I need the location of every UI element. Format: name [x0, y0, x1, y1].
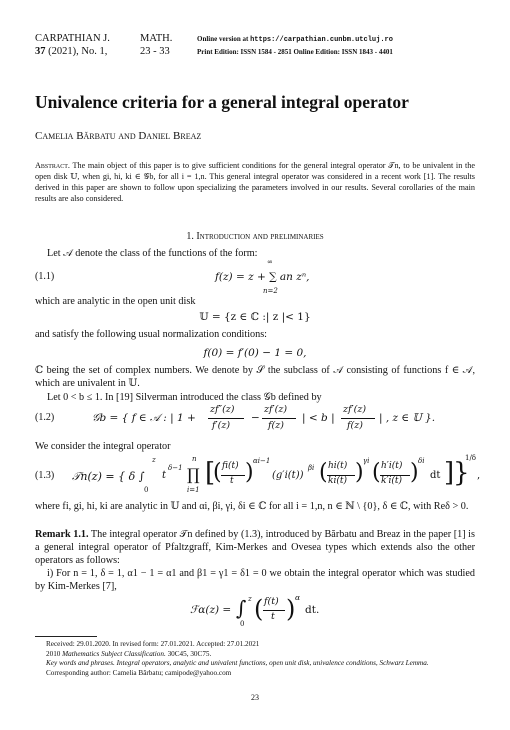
issn-line: Print Edition: ISSN 1584 - 2851 Online Edition: ISSN 1843 - 4401	[197, 48, 393, 56]
frac-bar	[341, 418, 375, 419]
eq13-prod-upper: n	[192, 455, 197, 463]
eq13-comma: ,	[477, 470, 481, 481]
journal-header	[35, 33, 485, 63]
footnote-msc	[35, 650, 475, 660]
paragraph: i) For n = 1, δ = 1, α1 − 1 = α1 and β1 = γ1 = δ1 = 0 we obtain the integral operator which was studied by Kim-Merkes [7],	[35, 568, 475, 592]
authors: Camelia Bărbatu and Daniel Breaz	[35, 130, 202, 142]
eq-last-int-lower: 0	[240, 620, 245, 628]
paren-open: (	[372, 460, 381, 485]
eq12-minus: −	[251, 412, 260, 424]
volume-rest: (2021), No. 1,	[48, 46, 108, 57]
eq-last-den: t	[271, 611, 275, 622]
frac-bar	[208, 418, 244, 419]
eq12-frac2-num: zf′(z)	[264, 404, 288, 415]
paragraph: We consider the integral operator	[35, 441, 171, 452]
eq12-mid: | < b |	[302, 412, 335, 424]
eq13-outer-power: 1/δ	[465, 454, 477, 462]
paren-open: (	[254, 595, 264, 623]
msc-year: 2010	[46, 649, 61, 658]
equation-normalization: f(0) = f′(0) − 1 = 0,	[203, 347, 307, 359]
paper-title: Univalence criteria for a general integral operator	[35, 92, 409, 112]
keywords-label: Key words and phrases.	[46, 659, 115, 668]
frac-bar	[262, 418, 296, 419]
paragraph: where fi, gi, hi, ki are analytic in 𝕌 and αi, βi, γi, δi ∈ ℂ for all i = 1,n, n ∈ ℕ \ {0}, δ ∈ ℂ, with Reδ > 0.	[35, 501, 469, 512]
footnote-corresponding: Corresponding author: Camelia Bărbatu; camipode@yahoo.com	[46, 668, 232, 677]
eq12-left: 𝒢b = { f ∈ 𝒜 : | 1 +	[92, 412, 196, 424]
online-url[interactable]: https://carpathian.cunbm.utcluj.ro	[250, 36, 393, 44]
eq12-frac3-num: zf′(z)	[343, 404, 367, 415]
volume-number: 37	[35, 46, 46, 57]
eq13-h-num: hi(t)	[328, 461, 348, 471]
eq11-main: f(z) = z + ∑ an zⁿ,	[215, 271, 310, 283]
paren-open: (	[319, 460, 328, 485]
equation-label: (1.3)	[35, 470, 55, 481]
eq13-prod-lower: i=1	[187, 486, 200, 494]
paragraph: ℂ being the set of complex numbers. We denote by 𝒮 the subclass of 𝒜 consisting of functions f ∈ 𝒜, which are univalent in 𝕌.	[35, 365, 475, 389]
equation-label: (1.2)	[35, 412, 55, 423]
eq13-int-upper: z	[152, 456, 156, 464]
journal-math: MATH.	[140, 33, 173, 44]
eq11-sum-upper: ∞	[267, 258, 273, 266]
footnote-received: Received: 29.01.2020. In revised form: 27.01.2021. Accepted: 27.01.2021	[46, 640, 260, 648]
msc-codes: 30C45, 30C75.	[167, 649, 212, 658]
integral-symbol: ∫	[236, 596, 247, 620]
eq12-frac3-den: f(z)	[347, 420, 363, 431]
bracket-close: ]	[444, 458, 455, 488]
equation-1-2	[92, 402, 482, 436]
eq13-g: (g′i(t))	[272, 470, 304, 481]
footnote-rule	[35, 636, 97, 637]
eq12-right: | , z ∈ 𝕌 }.	[379, 412, 436, 424]
paren-close: )	[410, 460, 419, 485]
eq13-hk-num: h′i(t)	[381, 461, 403, 471]
eq-last-power: α	[295, 593, 301, 602]
paren-open: (	[213, 460, 222, 485]
page-number: 23	[251, 693, 259, 702]
paren-close: )	[245, 460, 254, 485]
paren-close: )	[355, 460, 364, 485]
eq12-frac2-den: f(z)	[268, 420, 284, 431]
section-heading: 1. Introduction and preliminaries	[186, 231, 324, 242]
eq13-t-power: δ−1	[168, 464, 183, 472]
eq12-frac1-den: f′(z)	[212, 420, 231, 431]
eq13-t: t	[162, 470, 167, 481]
eq13-f-num: fi(t)	[222, 461, 239, 471]
bracket-open: [	[205, 458, 216, 488]
paragraph: which are analytic in the open unit disk	[35, 296, 196, 307]
abstract-label: Abstract.	[35, 161, 70, 170]
eq13-int-lower: 0	[144, 486, 149, 494]
equation-label: (1.1)	[35, 271, 55, 282]
eq-last-left: ℱα(z) =	[190, 604, 232, 616]
abstract	[35, 160, 475, 204]
product-symbol: ∏	[187, 465, 200, 484]
eq-last-dt: dt.	[305, 604, 320, 616]
eq-last-num: f(t)	[264, 596, 279, 607]
eq13-dt: dt	[430, 470, 441, 481]
eq13-gamma: γi	[363, 457, 370, 465]
eq13-h-den: ki(t)	[328, 476, 347, 486]
eq13-left: 𝒯n(z) = { δ ∫	[72, 470, 145, 483]
eq13-f-den: t	[230, 476, 234, 486]
journal-pages: 23 - 33	[140, 46, 170, 57]
equation-kim-merkes	[190, 593, 340, 627]
journal-name: CARPATHIAN J.	[35, 33, 110, 44]
paragraph: and satisfy the following usual normalization conditions:	[35, 329, 268, 340]
eq12-frac1-num: zf″(z)	[210, 404, 235, 415]
footnote-keywords	[35, 659, 475, 669]
eq13-alpha: αi−1	[253, 457, 271, 465]
paragraph: Let 0 < b ≤ 1. In [19] Silverman introduced the class 𝒢b defined by	[47, 392, 322, 403]
eq11-sum-lower: n=2	[263, 287, 278, 295]
journal-volume	[35, 46, 107, 57]
online-version	[197, 35, 393, 44]
paragraph: Let 𝒜 denote the class of the functions of the form:	[47, 248, 258, 259]
abstract-text: The main object of this paper is to give sufficient conditions for the general integral operator 𝒯n, to be univalent in the open disk 𝕌, when gi, hi, ki ∈ 𝒢b, for all i = 1,n. This general integral operator was considered in a recent work [1]. The results derived in this paper are shown to follow upon specializing the parameters involved in our results. Several corollaries of the main results are also considered.	[35, 161, 475, 203]
msc-label: Mathematics Subject Classification.	[62, 649, 166, 658]
eq-last-int-upper: z	[248, 595, 252, 603]
paren-close: )	[286, 595, 296, 623]
remark-label: Remark 1.1.	[35, 529, 89, 540]
brace-close: }	[453, 458, 470, 488]
eq13-hk-den: k′i(t)	[381, 476, 403, 486]
equation-1-1	[215, 258, 335, 295]
keywords-text: Integral operators, analytic and univalent functions, open unit disk, univalence conditions, Schwarz Lemma.	[116, 659, 429, 668]
footnotes	[35, 640, 475, 678]
remark	[35, 528, 475, 567]
eq13-delta-i: δi	[418, 457, 425, 465]
online-prefix: Online version at	[197, 35, 249, 43]
remark-text: The integral operator 𝒯n defined by (1.3), introduced by Bărbatu and Breaz in the paper [1] is a general integral operator of Pfaltzgraff, Kim-Merkes and Ovesea types which extends also the other operators as follows:	[35, 529, 475, 566]
equation-disk: 𝕌 = {z ∈ ℂ :| z |< 1}	[199, 311, 311, 323]
eq13-beta: βi	[308, 464, 315, 472]
equation-1-3	[72, 453, 487, 497]
